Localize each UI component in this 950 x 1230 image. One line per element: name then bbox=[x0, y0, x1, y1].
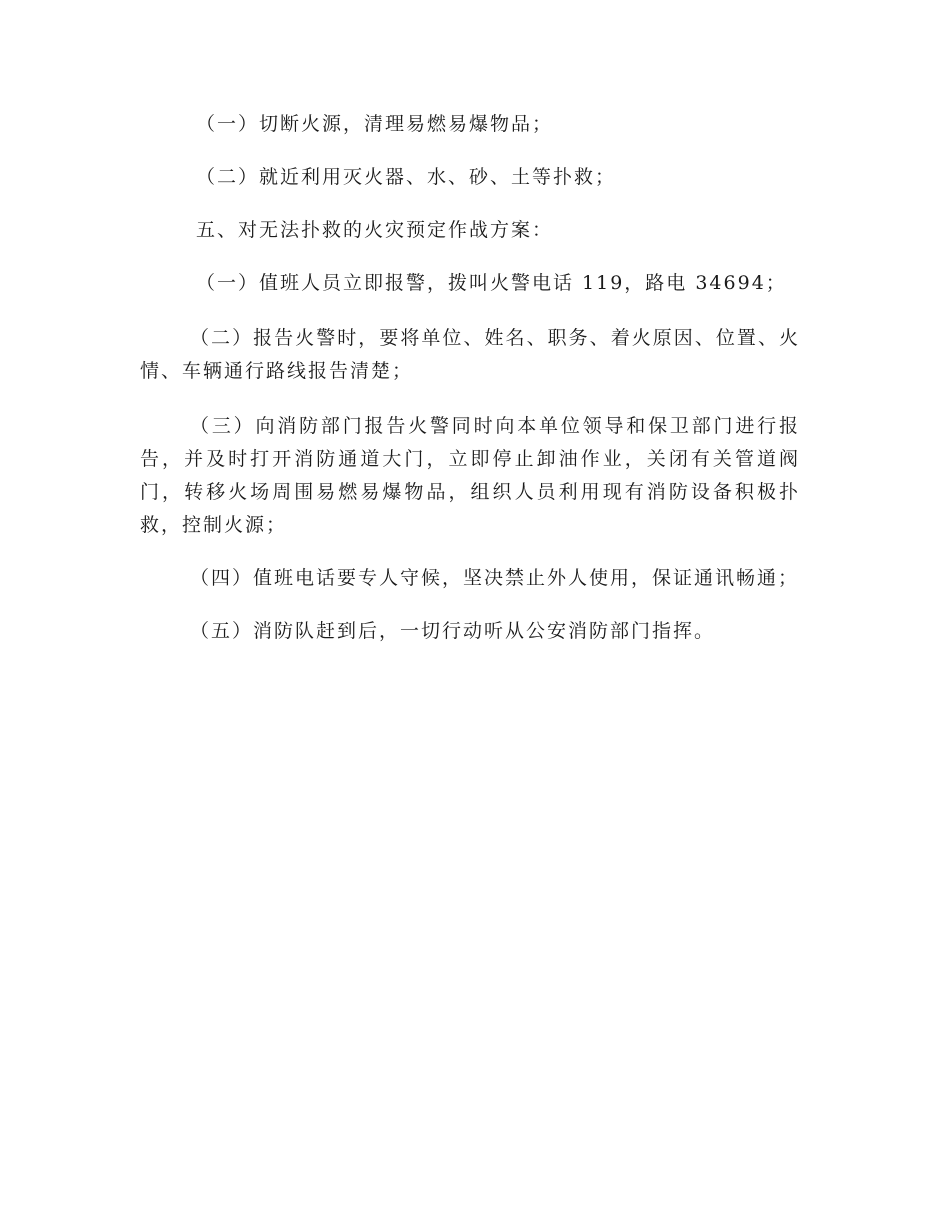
paragraph-1: （一）切断火源，清理易燃易爆物品； bbox=[196, 113, 554, 135]
paragraph-6: （四）值班电话要专人守候，坚决禁止外人使用，保证通讯畅通； bbox=[190, 567, 800, 589]
paragraph-2: （二）就近利用灭火器、水、砂、土等扑救； bbox=[196, 166, 617, 188]
paragraph-3: （一）值班人员立即报警，拨叫火警电话 119，路电 34694； bbox=[196, 272, 787, 294]
paragraph-7: （五）消防队赶到后，一切行动听从公安消防部门指挥。 bbox=[190, 620, 716, 642]
paragraph-4: （二）报告火警时，要将单位、姓名、职务、着火原因、位置、火情、车辆通行路线报告清楚； bbox=[140, 327, 800, 382]
section-heading: 五、对无法扑救的火灾预定作战方案： bbox=[196, 219, 554, 241]
paragraph-5: （三）向消防部门报告火警同时向本单位领导和保卫部门进行报告，并及时打开消防通道大门，立即停止卸油作业，关闭有关管道阀门，转移火场周围易燃易爆物品，组织人员利用现有消防设备积极扑救，控制火源； bbox=[140, 415, 800, 536]
document-body bbox=[140, 108, 800, 648]
